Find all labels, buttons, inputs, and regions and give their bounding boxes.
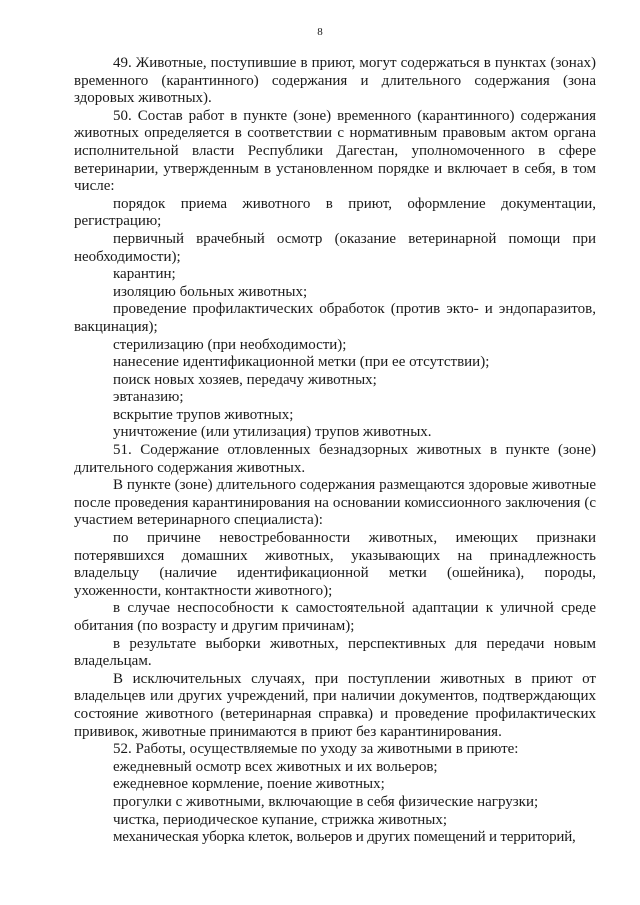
page-number: 8 (317, 26, 323, 38)
list-item: первичный врачебный осмотр (оказание ветеринарной помощи при необходимости); (74, 230, 596, 265)
paragraph-51: 51. Содержание отловленных безнадзорных животных в пункте (зоне) длительного содержания животных. (74, 442, 596, 476)
list-item: проведение профилактических обработок (против экто- и эндопаразитов, вакцинация); (74, 301, 596, 335)
list-item: нанесение идентификационной метки (при ее отсутствии); (113, 354, 490, 371)
list-item: чистка, периодическое купание, стрижка животных; (113, 811, 448, 828)
list-item: стерилизацию (при необходимости); (113, 336, 347, 353)
list-item: механическая уборка клеток, вольеров и других помещений и территорий, (113, 829, 576, 846)
list-item: уничтожение (или утилизация) трупов животных. (113, 424, 432, 441)
list-item: в результате выборки животных, перспективных для передачи новым владельцам. (74, 635, 596, 670)
list-item: эвтаназию; (113, 389, 184, 406)
list-item: порядок приема животного в приют, оформление документации, регистрацию; (74, 195, 596, 230)
list-item: карантин; (113, 266, 176, 283)
document-body (74, 55, 596, 847)
list-item: ежедневный осмотр всех животных и их вольеров; (113, 758, 438, 775)
paragraph-52: 52. Работы, осуществляемые по уходу за животными в приюте: (113, 741, 519, 758)
list-item: по причине невостребованности животных, имеющих признаки потерявшихся домашних животных, указывающих на принадлежность владельцу (наличие идентификационной метки (ошейника), породы, ухоженности, контактности животного); (74, 530, 596, 599)
paragraph-49: 49. Животные, поступившие в приют, могут содержаться в пунктах (зонах) временного (карантинного) содержания и длительного содержания (зона здоровых животных). (74, 55, 596, 107)
list-item: ежедневное кормление, поение животных; (113, 776, 385, 793)
list-item: изоляцию больных животных; (113, 283, 308, 300)
list-item: прогулки с животными, включающие в себя физические нагрузки; (113, 793, 539, 810)
list-item: вскрытие трупов животных; (113, 406, 294, 423)
paragraph: В исключительных случаях, при поступлении животных в приют от владельцев или других учреждений, при наличии документов, подтверждающих состояние животного (ветеринарная справка) и проведение профилактических прививок, животные принимаются в приют без карантинирования. (74, 670, 596, 740)
list-item: поиск новых хозяев, передачу животных; (113, 371, 377, 388)
list-item: в случае неспособности к самостоятельной адаптации к уличной среде обитания (по возрасту и другим причинам); (74, 600, 596, 634)
paragraph-50: 50. Состав работ в пункте (зоне) временного (карантинного) содержания животных определяется в соответствии с нормативным правовым актом органа исполнительной власти Республики Дагестан, уполномоченного в сфере ветеринарии, утвержденным в установленном порядке и включает в себя, в том числе: (74, 107, 596, 195)
paragraph: В пункте (зоне) длительного содержания размещаются здоровые животные после проведения карантинирования на основании комиссионного заключения (с участием ветеринарного специалиста): (74, 477, 596, 529)
